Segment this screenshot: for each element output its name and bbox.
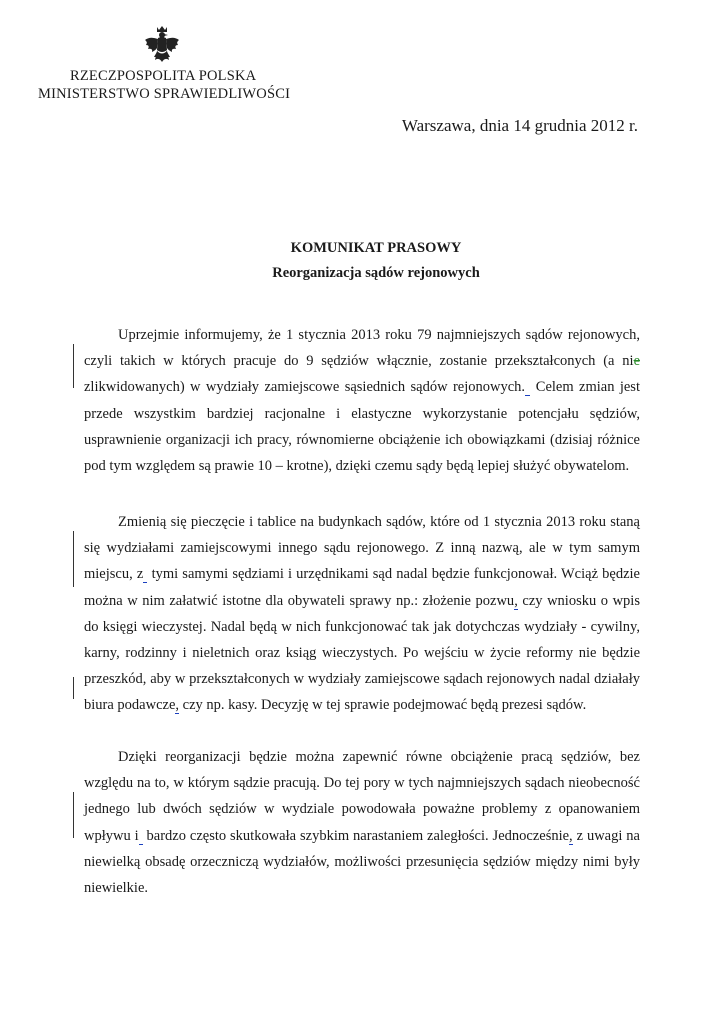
ministry-name: MINISTERSTWO SPRAWIEDLIWOŚCI: [38, 86, 291, 102]
document-title: KOMUNIKAT PRASOWY: [290, 240, 462, 256]
change-bar: [73, 344, 74, 388]
tracked-insertion: ,: [175, 697, 180, 714]
change-bar: [73, 677, 74, 699]
change-bar: [73, 792, 74, 838]
paragraph-text: tymi samymi sędziami i urzędnikami sąd nadal będzie funkcjonował. Wciąż będzie można w nim załatwić istotne dla obywateli sprawy np.: złożenie pozwu: [84, 566, 640, 609]
tracked-insertion: ,: [569, 827, 573, 844]
paragraph-3: [84, 744, 640, 901]
country-name: RZECZPOSPOLITA POLSKA: [70, 68, 257, 84]
paragraph-text: Zmienią się pieczęcie i tablice na budynkach sądów, które od 1 stycznia 2013 roku staną się wydziałami zamiejscowymi innego sądu rejonowego. Z inną nazwą, ale w tym samym miejscu, z: [84, 514, 640, 583]
document-subtitle: Reorganizacja sądów rejonowych: [272, 265, 480, 281]
tracked-insertion: ,: [514, 592, 518, 609]
change-bar: [73, 531, 74, 587]
tracked-deletion: e: [633, 353, 640, 370]
dateline: Warszawa, dnia 14 grudnia 2012 r.: [401, 116, 638, 135]
eagle-emblem-icon: [144, 24, 180, 66]
paragraph-text: Dzięki reorganizacji będzie można zapewnić równe obciążenie pracą sędziów, bez względu na to, w którym sądzie pracują. Do tej pory w tych najmniejszych sądach nieobecność jednego lub dwóch sędziów w wydziale powodowała poważne problemy z opanowaniem wpływu i: [84, 749, 640, 844]
paragraph-2: [84, 509, 640, 719]
paragraph-text: Celem zmian jest przede wszystkim bardziej racjonalne i elastyczne wykorzystanie potencjału sędziów, usprawnienie organizacji ich pracy, równomierne obciążenie ich obowiązkami (dzisiaj różnice pod tym względem są prawie 10 – krotne), dzięki czemu sądy będą lepiej służyć obywatelom.: [84, 379, 640, 475]
paragraph-text: bardzo często skutkowała szybkim narastaniem zaległości. Jednocześnie: [142, 827, 570, 844]
paragraph-1: [84, 322, 640, 479]
paragraph-text: Uprzejmie informujemy, że 1 stycznia 2013 roku 79 najmniejszych sądów rejonowych, czyli takich w których pracuje do 9 sędziów włącznie, zostanie przekształconych (a ni: [84, 327, 640, 370]
paragraph-text: czy np. kasy. Decyzję w tej sprawie podejmować będą prezesi sądów.: [179, 697, 587, 714]
paragraph-text: zlikwidowanych) w wydziały zamiejscowe sąsiednich sądów rejonowych.: [84, 379, 526, 396]
paragraph-text: z uwagi na niewielką obsadę orzeczniczą wydziałów, możliwości przesunięcia sędziów między nimi były niewielkie.: [84, 827, 640, 897]
paragraph-text: czy wniosku o wpis do księgi wieczystej. Nadal będą w nich funkcjonować tak jak dotychczas wydziały - cywilny, karny, rodzinny i nieletnich oraz ksiąg wieczystych. Po wejściu w życie reformy nie będzie przeszkód, aby w przekształconych w wydziały zamiejscowe sądach rejonowych nadal działały biura podawcze: [84, 592, 640, 714]
